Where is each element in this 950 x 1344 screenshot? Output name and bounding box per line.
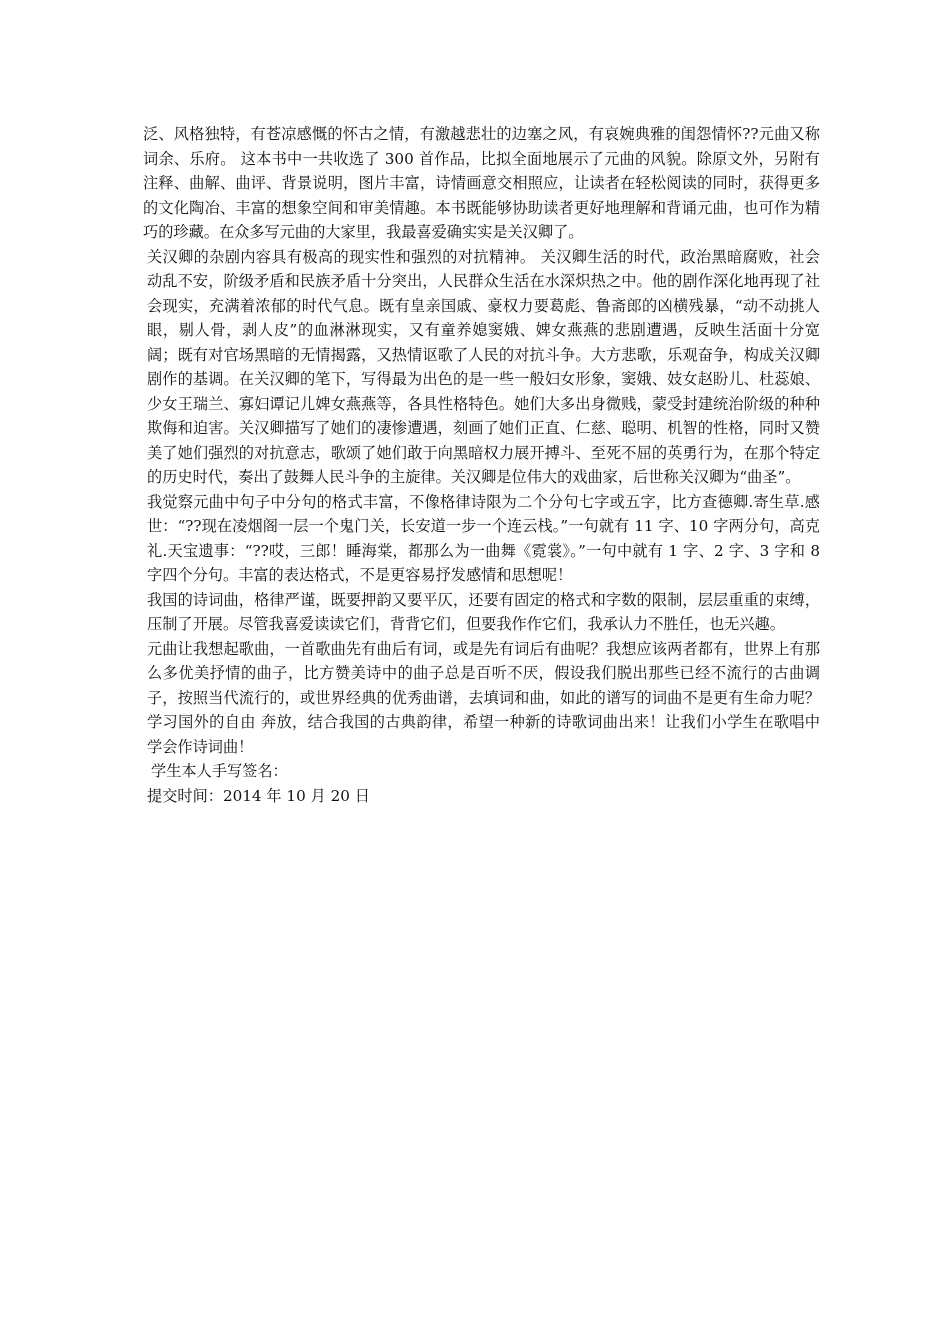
submit-time: 提交时间：2014 年 10 月 20 日 [147,786,370,805]
paragraph-poetry-rules: 我国的诗词曲，格律严谨，既要押韵又要平仄，还要有固定的格式和字数的限制，层层重重的束缚，压制了开展。尽管我喜爱读读它们，背背它们，但要我作作它们，我承认力不胜任，也无兴趣。 [147,590,820,633]
document-body [143,122,820,808]
paragraph-sentence-format: 我觉察元曲中句子中分句的格式丰富，不像格律诗限为二个分句七字或五字，比方查德卿.寄生草.感世：“??现在凌烟阁一层一个鬼门关，长安道一步一个连云栈。”一句就有 11 字、10 字两分句，高克礼.天宝遗事：“??哎，三郎！睡海棠，都那么为一曲舞《霓裳》。”一句中就有 1 字、2 字、3 字和 8 字四个分句。丰富的表达格式，不是更容易抒发感情和思想呢！ [147,492,820,584]
paragraph-songs: 元曲让我想起歌曲，一首歌曲先有曲后有词，或是先有词后有曲呢？我想应该两者都有，世界上有那么多优美抒情的曲子，比方赞美诗中的曲子总是百听不厌，假设我们脱出那些已经不流行的古曲调子，按照当代流行的，或世界经典的优秀曲谱，去填词和曲，如此的谱写的词曲不是更有生命力呢？学习国外的自由 奔放，结合我国的古典韵律，希望一种新的诗歌词曲出来！让我们小学生在歌唱中学会作诗词曲！ [147,639,820,756]
paragraph-intro: 泛、风格独特，有苍凉感慨的怀古之情，有激越悲壮的边塞之风，有哀婉典雅的闺怨情怀??元曲又称词余、乐府。 这本书中一共收选了 300 首作品，比拟全面地展示了元曲的风貌。除原文外，另附有注释、曲解、曲评、背景说明，图片丰富，诗情画意交相照应，让读者在轻松阅读的同时，获得更多的文化陶冶、丰富的想象空间和审美情趣。本书既能够协助读者更好地理解和背诵元曲，也可作为精巧的珍藏。在众多写元曲的大家里，我最喜爱确实实是关汉卿了。 [143,125,820,241]
signature-label: 学生本人手写签名： [151,762,288,780]
paragraph-guan-hanqing: 关汉卿的杂剧内容具有极高的现实性和强烈的对抗精神。 关汉卿生活的时代，政治黑暗腐败，社会动乱不安，阶级矛盾和民族矛盾十分突出，人民群众生活在水深炽热之中。他的剧作深化地再现了社会现实，充满着浓郁的时代气息。既有皇亲国戚、豪权力要葛彪、鲁斋郎的凶横残暴，“动不动挑人眼，剔人骨，剥人皮”的血淋淋现实，又有童养媳窦娥、婢女燕燕的悲剧遭遇，反映生活面十分宽阔；既有对官场黑暗的无情揭露，又热情讴歌了人民的对抗斗争。大方悲歌，乐观奋争，构成关汉卿剧作的基调。在关汉卿的笔下，写得最为出色的是一些一般妇女形象，窦娥、妓女赵盼儿、杜蕊娘、少女王瑞兰、寡妇谭记儿婢女燕燕等，各具性格特色。她们大多出身微贱，蒙受封建统治阶级的种种欺侮和迫害。关汉卿描写了她们的凄惨遭遇，刻画了她们正直、仁慈、聪明、机智的性格，同时又赞美了她们强烈的对抗意志，歌颂了她们敢于向黑暗权力展开搏斗、至死不屈的英勇行为，在那个特定的历史时代，奏出了鼓舞人民斗争的主旋律。关汉卿是位伟大的戏曲家，后世称关汉卿为“曲圣”。 [147,247,820,486]
